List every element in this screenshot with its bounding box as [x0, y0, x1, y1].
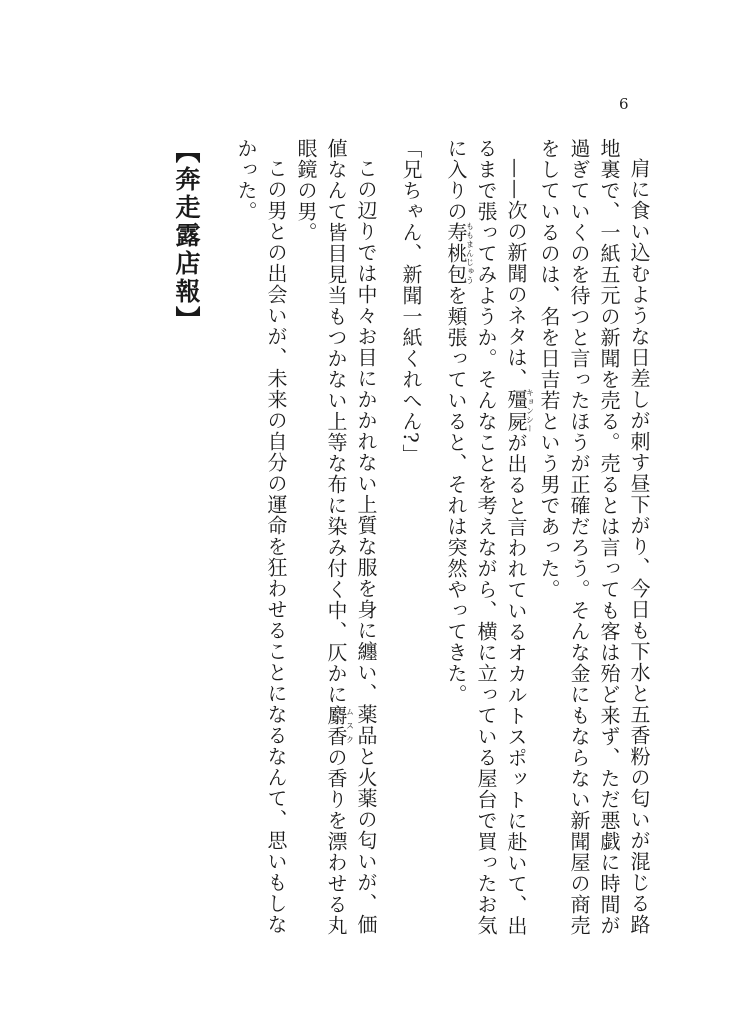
paragraph-5 [231, 138, 291, 938]
ruby-jiangshi [504, 388, 535, 434]
paragraph-1-text: 肩に食い込むような日差しが刺す昼下がり、今日も下水と五香粉の匂いが混じる路地裏で、一紙五元の新聞を売る。売るとは言っても客は殆ど来ず、ただ悪戯に時間が過ぎていくのを待つと言ったほうが正確だろう。そんな金にもならない新聞屋の商売をしているのは、名を日吉若という男であった。 [537, 138, 651, 936]
page-number: 6 [619, 95, 629, 113]
blank-line [201, 138, 231, 938]
paragraph-2 [441, 138, 534, 938]
ruby-momomanju [444, 222, 475, 285]
ruby-jiangshi-reading: キョンシー [525, 388, 535, 434]
blank-line [426, 138, 441, 938]
paragraph-2-text-a: ——次の新聞のネタは、 [504, 158, 528, 389]
paragraph-4-text-b: の香りを漂わせる丸眼鏡の男。 [294, 138, 348, 936]
paragraph-1 [534, 138, 654, 938]
dialogue-text: 「兄ちゃん、新聞一紙くれへん?」 [399, 138, 423, 465]
dialogue-line [396, 138, 426, 938]
paragraph-5-text: この男との出会いが、未来の自分の運命を狂わせることになるなんて、思いもしなかった。 [234, 138, 288, 935]
section-heading: 【奔走露店報】 [172, 138, 201, 334]
ruby-musk [324, 705, 355, 747]
ruby-musk-reading: ムスク [345, 705, 355, 747]
ruby-momomanju-base: 寿桃包 [444, 222, 468, 285]
ruby-jiangshi-base: 殭屍 [504, 388, 528, 434]
ruby-momomanju-reading: ももまんじゅう [465, 222, 475, 285]
paragraph-4 [291, 138, 381, 938]
paragraph-2-text-b: が出ると言われているオカルトスポットに赴いて、出るまで張ってみようか。そんなことを考えながら、横に立っている屋台で買ったお気に入りの [444, 138, 528, 937]
vertical-text-body [171, 138, 654, 938]
ruby-musk-base: 麝香 [324, 705, 348, 747]
paragraph-2-text-c: を頬張っていると、それは突然やってきた。 [444, 285, 468, 705]
paragraph-4-text-a: この辺りでは中々お目にかかれない上質な服を身に纏い、薬品と火薬の匂いが、価値なんて皆目見当もつかない上等な布に染み付く中、仄かに [324, 138, 378, 935]
blank-line [381, 138, 396, 938]
